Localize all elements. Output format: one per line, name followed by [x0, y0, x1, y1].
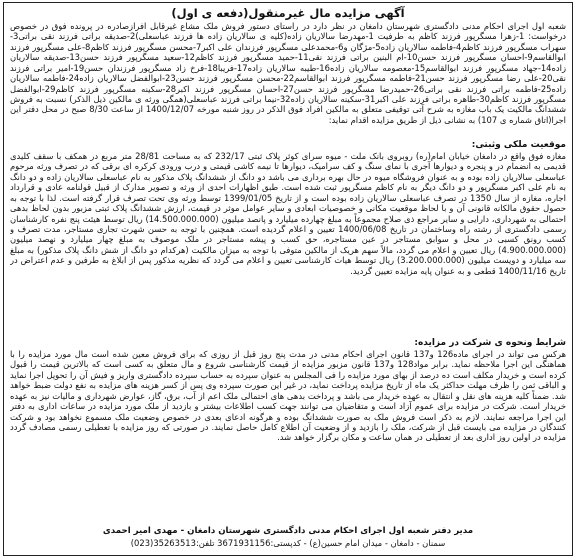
auction-conditions-paragraph: هرکس می تواند در اجرای ماده126 و137 قانون اجرای احکام مدنی در مدت پنج روز قبل از روزی که برای فروش معین شده است مال مورد مزایده را با هماهنگی این اجرا ملاحظه نماید. برابر مواد128 و137 قانون مزبور مزایده از قیمت کارشناسی شروع و مال متعلق به کسی است که بالاترین قیمت را قبول کرده است و خریدار مکلف است ده درصد از بهای مورد مزایده را فی المجلس به عنوان سپرده به حساب سپرده دادگستری واریز و فیش آن را تحویل اجرا نماید و الباقی ثمن را ظرف مهلت حداکثر یک ماه از تاریخ مزایده پرداخت نماید، در غیر این صورت سپرده وی پس از کسر هزینه های مزایده به نفع دولت ضبط خواهد شد. ضمناً کلیه هزینه های نقل و انتقال به عهده خریدار می باشد و پرداخت بدهی های احتمالی ملک اعم از آب، برق، گاز، عوارض شهرداری و مالیات نیز به عهده خریدار است. شرکت در مزایده برای عموم آزاد است و متقاضیان می توانند جهت کسب اطلاعات بیشتر و بازدید از ملک مورد مزایده در ساعات اداری به دفتر این اجرا مراجعه نمایند. لازم به ذکر است فروش ملک به صورت ششدانگ بوده و هرگونه ادعای بعدی در خصوص وضعیت ملک مسموع نخواهد بود و شرکت کنندگان در مزایده می بایست قبل از شرکت، ملک را بازدید و از وضعیت آن اطلاع کامل حاصل نمایند. در صورتی که روز مزایده با تعطیلی رسمی مصادف گردد مزایده در اولین روز اداری بعد از تعطیلی در همان ساعت و مکان برگزار خواهد شد.	[10, 349, 566, 443]
notice-intro-paragraph: شعبه اول اجرای احکام مدنی دادگستری شهرستان دامغان در نظر دارد در راستای دستور فروش ملک مشاع غیرقابل افرازصادره در پرونده فوق در خصوص درخواست: 1-زهرا مسگرپور فرزند کاظم به طرفیت 1-مهدرضا سالاریان زاده(کلیه ی سالاریان زاده ها فرزند عباسعلی)2-صدیقه براتی فرزند نقی براتی3-سهراب مسگرپور فرزند کاظم4-فاطمه سالاریان زاده5-مژگان و6-محمدعلی مسگرپور فرزندان علی اکبر7-محسن مسگرپور فرزند کاظم8-علی مسگرپور فرزند ابوالقاسم9-احسان مسگرپور فرزند حسن10-ام البنین براتی فرزند نقی11-حمید مسگرپور فرزند کاظم12-سعید مسگرپور فرزند حسن13-صدیقه سالاریان زاده14-جهاد مسگرپور فرزند ابوالقاسم15-معصومه سالاریان زاده16-طیبه سالاریان زاده17-فریبا18-فرخ زاد مسگرپور فرزندان حسن19-امیر براتی فرزند نقی20-علی رضا مسگرپور فرزند حسن21-فاطمه مسگرپور فرزند ابوالقاسم22-محسن مسگرپور فرزند حسن23-ابوالفضل سالاریان زاده24-فاطمه سالاریان زاده25-فاطمه براتی فرزند نقی براتی26-حمیدرضا مسگرپور فرزند حسن27-احسان مسگرپور فرزند اکبر28-سکینه مسگرپور فرزند کاظم29-ابوالفضل مسگرپور فرزند کاظم30-طاهره براتی فرزند علی اکبر31-سکینه سالاریان زاده32-نیما براتی فرزند عباسعلی(همگی ورثه ی مالکین ذیل الذکر) نسبت به فروش ششدانگ مالکیت یک باب مغازه به شرح آتی توقیفی متعلق به مالکین افراد فوق الذکر در روز شنبه مورخه 1400/12/07 از ساعت 8/30 صبح در محل دفتر این اجرا(اتاق شماره ی 107) به نشانی ذیل از طریق مزایده اقدام نماید:	[10, 21, 566, 125]
notice-frame	[3, 2, 573, 556]
notice-title: آگهی مزایده مال غیرمنقول(دفعه ی اول)	[171, 6, 405, 20]
property-location-paragraph: مغازه فوق واقع در دامغان خیابان امام(ره) روبروی بانک ملت - میوه سرای کوثر پلاک ثبتی 232/17 که به مساحت 28/81 متر مربع در همکف با سقف کلیدی قدیمی به انضمام در و پنجره و دیوارها آجری با نمای سنگ و کف سرامیک، دیوارها تا نیمه کاشی قیمتی و درب ورودی کرکره ای برقی که در تصرف ورثه مرحوم عباسعلی سالاریان زاده بوده و به عنوان فروشگاه میوه در حال بهره برداری می باشد دو دانگ از ششدانگ پلاک مذکور به نام عباسعلی سالاریان زاده و دو دانگ به نام علی اکبر مسگرپور و دو دانگ دیگر به نام کاظم مسگرپور ثبت شده است. طبق اظهارات احدی از ورثه و تصویر مدارک از قبیل قولنامه عادی و قرارداد اجاره، مغازه از سال 1350 در تصرف عباسعلی سالاریان زاده بوده است و از تاریخ 1399/01/05 توسط ورثه وی تحت تصرف قرار گرفته است. لذا با توجه به حصول حقوق مالکانه قانونی آن و با لحاظ موقعیت مکانی و خصوصیات ابعادی و سایر عوامل موثر در قیمت، ارزش ششدانگ پلاک ثبتی مزبور بدون لحاظ بدهی احتمالی به شهرداری، دارایی و سایر مراجع ذی صلاح مجموعاً به مبلغ چهارده میلیارد و پانصد میلیون (14.500.000.000) ریال توسط هیئت پنج نفره کارشناسان رسمی دادگستری از رشته راه وساختمان در تاریخ 1400/06/08 تعیین و اعلام گردیده است. همچنین با توجه به حسن شهرت تجاری مستاجر، مدت تصرف و کسب رونق کسبی در محل و سوابق مستاجر در عین مستاجره، حق کسب و پیشه مستاجر در ملک موصوف به مبلغ چهار میلیارد و نهصد میلیون (4.900.000.000) ریال تعیین و اعلام می گردد، مالاً سهم هریک از مالکین متوفی با توجه به میزان مالکیت (هرکدام دو دانگ از شش دانگ پلاک مذکور) به مبلغ سه میلیارد و دویست میلیون (3.200.000.000) ریال توسط هیات کارشناسی تعیین و اعلام می گردد که نظریه مذکور پس از ابلاغ به طرفین و عدم اعتراض در تاریخ 1400/11/16 قطعی و به عنوان پایه مزایده تعیین گردید.	[10, 151, 566, 276]
office-signature: مدیر دفتر شعبه اول اجرای احکام مدنی دادگستری شهرستان دامغان - مهدی امیر احمدی	[102, 526, 474, 536]
office-address: سمنان - دامغان - میدان امام حسین(ع) - کدپستی:3671931156 تلفن:35263513(023)	[130, 538, 446, 548]
property-location-heading: موقعیت ملکی وثبتی:	[471, 140, 566, 150]
auction-conditions-heading: شرایط ونحوه ی شرکت در مزایده:	[414, 338, 566, 348]
